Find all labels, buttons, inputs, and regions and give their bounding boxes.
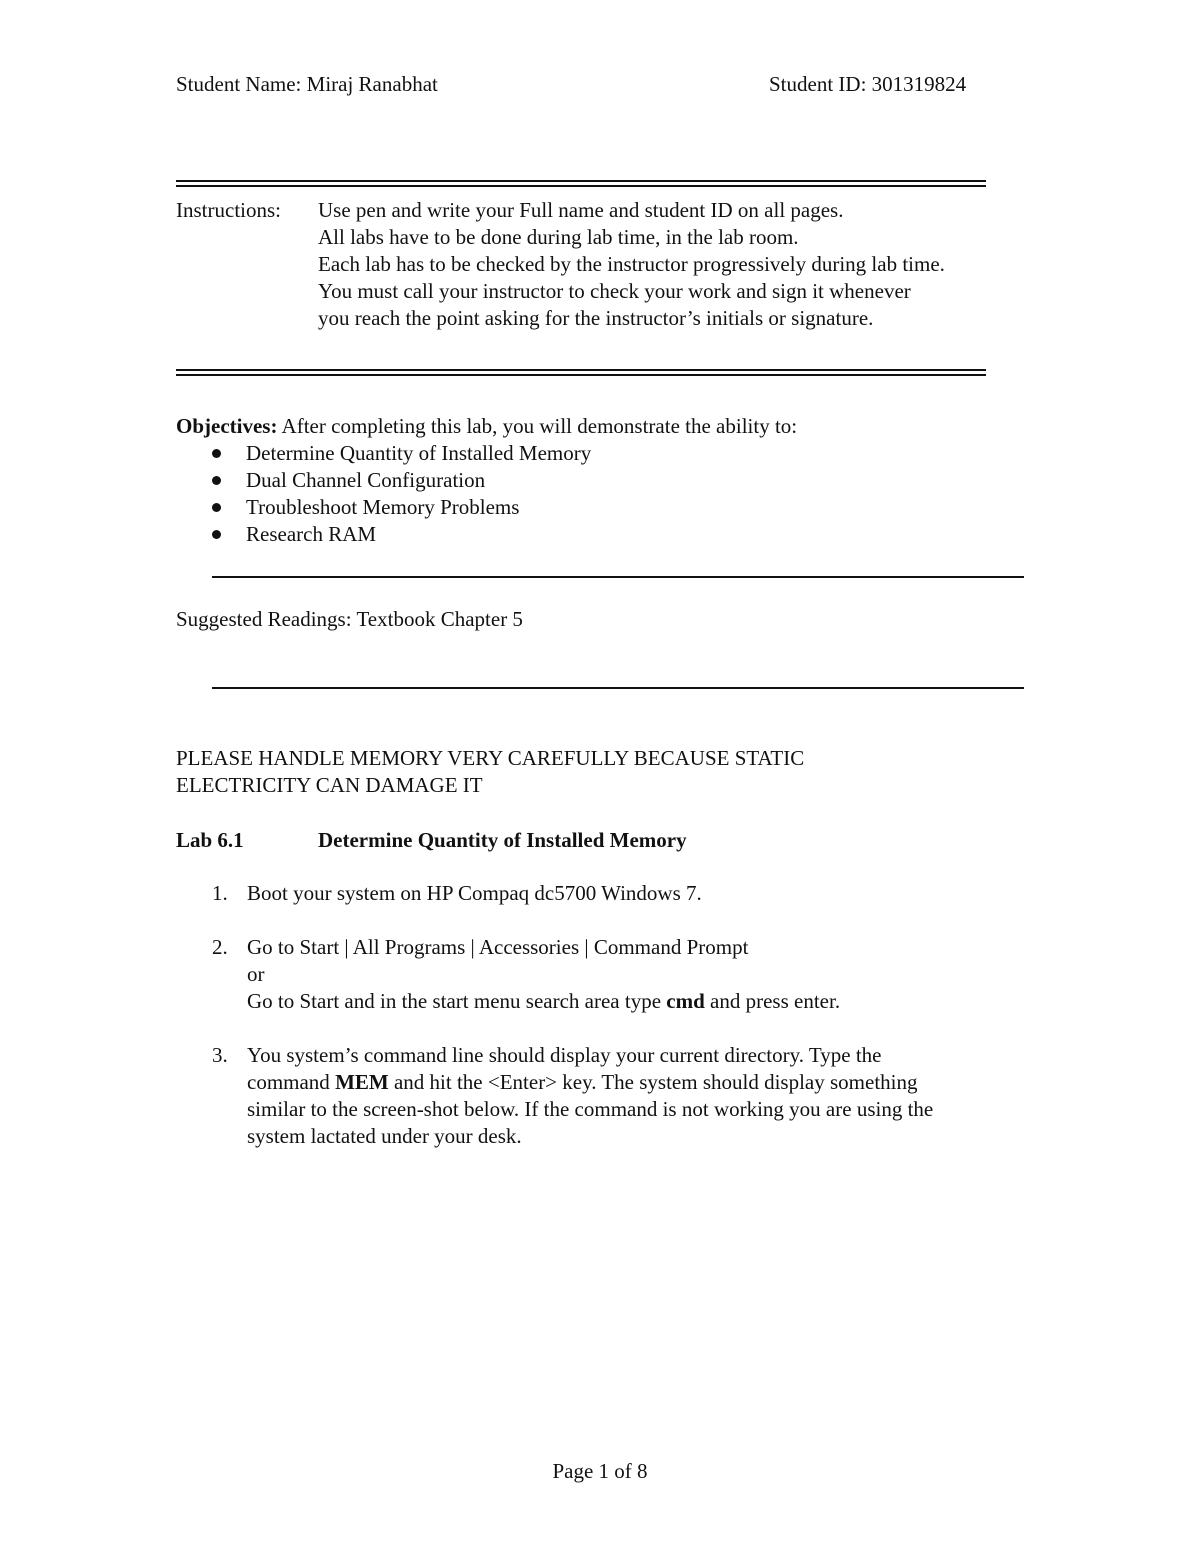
list-item: [208, 467, 591, 494]
static-warning: [176, 745, 804, 799]
step-text: Boot your system on HP Compaq dc5700 Windows 7.: [247, 881, 702, 905]
warning-line: ELECTRICITY CAN DAMAGE IT: [176, 773, 483, 797]
step-text: similar to the screen-shot below. If the command is not working you are using the: [247, 1097, 934, 1121]
lab-title: Determine Quantity of Installed Memory: [318, 828, 687, 852]
step-text: or: [247, 962, 265, 986]
objective-text: Determine Quantity of Installed Memory: [246, 441, 592, 465]
step-text-part: Go to Start and in the start menu search area type: [247, 989, 667, 1013]
command-name: cmd: [666, 989, 705, 1013]
student-id: Student ID: 301319824: [769, 72, 967, 96]
step-number: 3.: [212, 1043, 228, 1067]
bullet-icon: [212, 503, 221, 512]
objectives-text: After completing this lab, you will demonstrate the ability to:: [277, 414, 798, 438]
step-item: [212, 1042, 1032, 1150]
objectives-list: [208, 440, 591, 548]
double-divider-bottom: [176, 369, 986, 376]
step-text: system lactated under your desk.: [247, 1124, 522, 1148]
step-item: [212, 934, 1032, 1015]
objective-text: Troubleshoot Memory Problems: [246, 495, 520, 519]
objectives-intro: [176, 413, 797, 440]
page-number: Page 1 of 8: [552, 1459, 648, 1483]
instruction-line: you reach the point asking for the instructor’s initials or signature.: [318, 306, 874, 330]
instruction-line: Each lab has to be checked by the instructor progressively during lab time.: [318, 252, 945, 276]
list-item: [208, 494, 591, 521]
step-number: 1.: [212, 881, 228, 905]
objective-text: Research RAM: [246, 522, 377, 546]
divider: [212, 687, 1024, 689]
instruction-line: Use pen and write your Full name and student ID on all pages.: [318, 198, 844, 222]
list-item: [208, 521, 591, 548]
step-text-part: and press enter.: [704, 989, 841, 1013]
instruction-line: All labs have to be done during lab time, in the lab room.: [318, 225, 799, 249]
step-item: [212, 880, 1032, 907]
bullet-icon: [212, 449, 221, 458]
warning-line: PLEASE HANDLE MEMORY VERY CAREFULLY BECAUSE STATIC: [176, 746, 805, 770]
objective-text: Dual Channel Configuration: [246, 468, 486, 492]
instructions-label: Instructions:: [176, 198, 281, 222]
suggested-readings: Suggested Readings: Textbook Chapter 5: [176, 607, 523, 631]
bullet-icon: [212, 476, 221, 485]
double-divider-top: [176, 180, 986, 187]
step-text: You system’s command line should display your current directory. Type the: [247, 1043, 882, 1067]
student-name: Student Name: Miraj Ranabhat: [176, 72, 438, 96]
instruction-line: You must call your instructor to check your work and sign it whenever: [318, 279, 911, 303]
command-name: MEM: [335, 1070, 389, 1094]
step-text-part: and hit the <Enter> key. The system should display something: [388, 1070, 918, 1094]
step-text: [247, 988, 1032, 1015]
bullet-icon: [212, 530, 221, 539]
step-text: [247, 1069, 1032, 1096]
step-number: 2.: [212, 935, 228, 959]
step-text: Go to Start | All Programs | Accessories | Command Prompt: [247, 935, 749, 959]
divider: [212, 576, 1024, 578]
instructions-text: [318, 197, 945, 332]
step-text-part: command: [247, 1070, 336, 1094]
list-item: [208, 440, 591, 467]
objectives-label: Objectives:: [176, 414, 278, 438]
lab-number: Lab 6.1: [176, 828, 244, 852]
lab-steps: [212, 880, 1032, 1150]
